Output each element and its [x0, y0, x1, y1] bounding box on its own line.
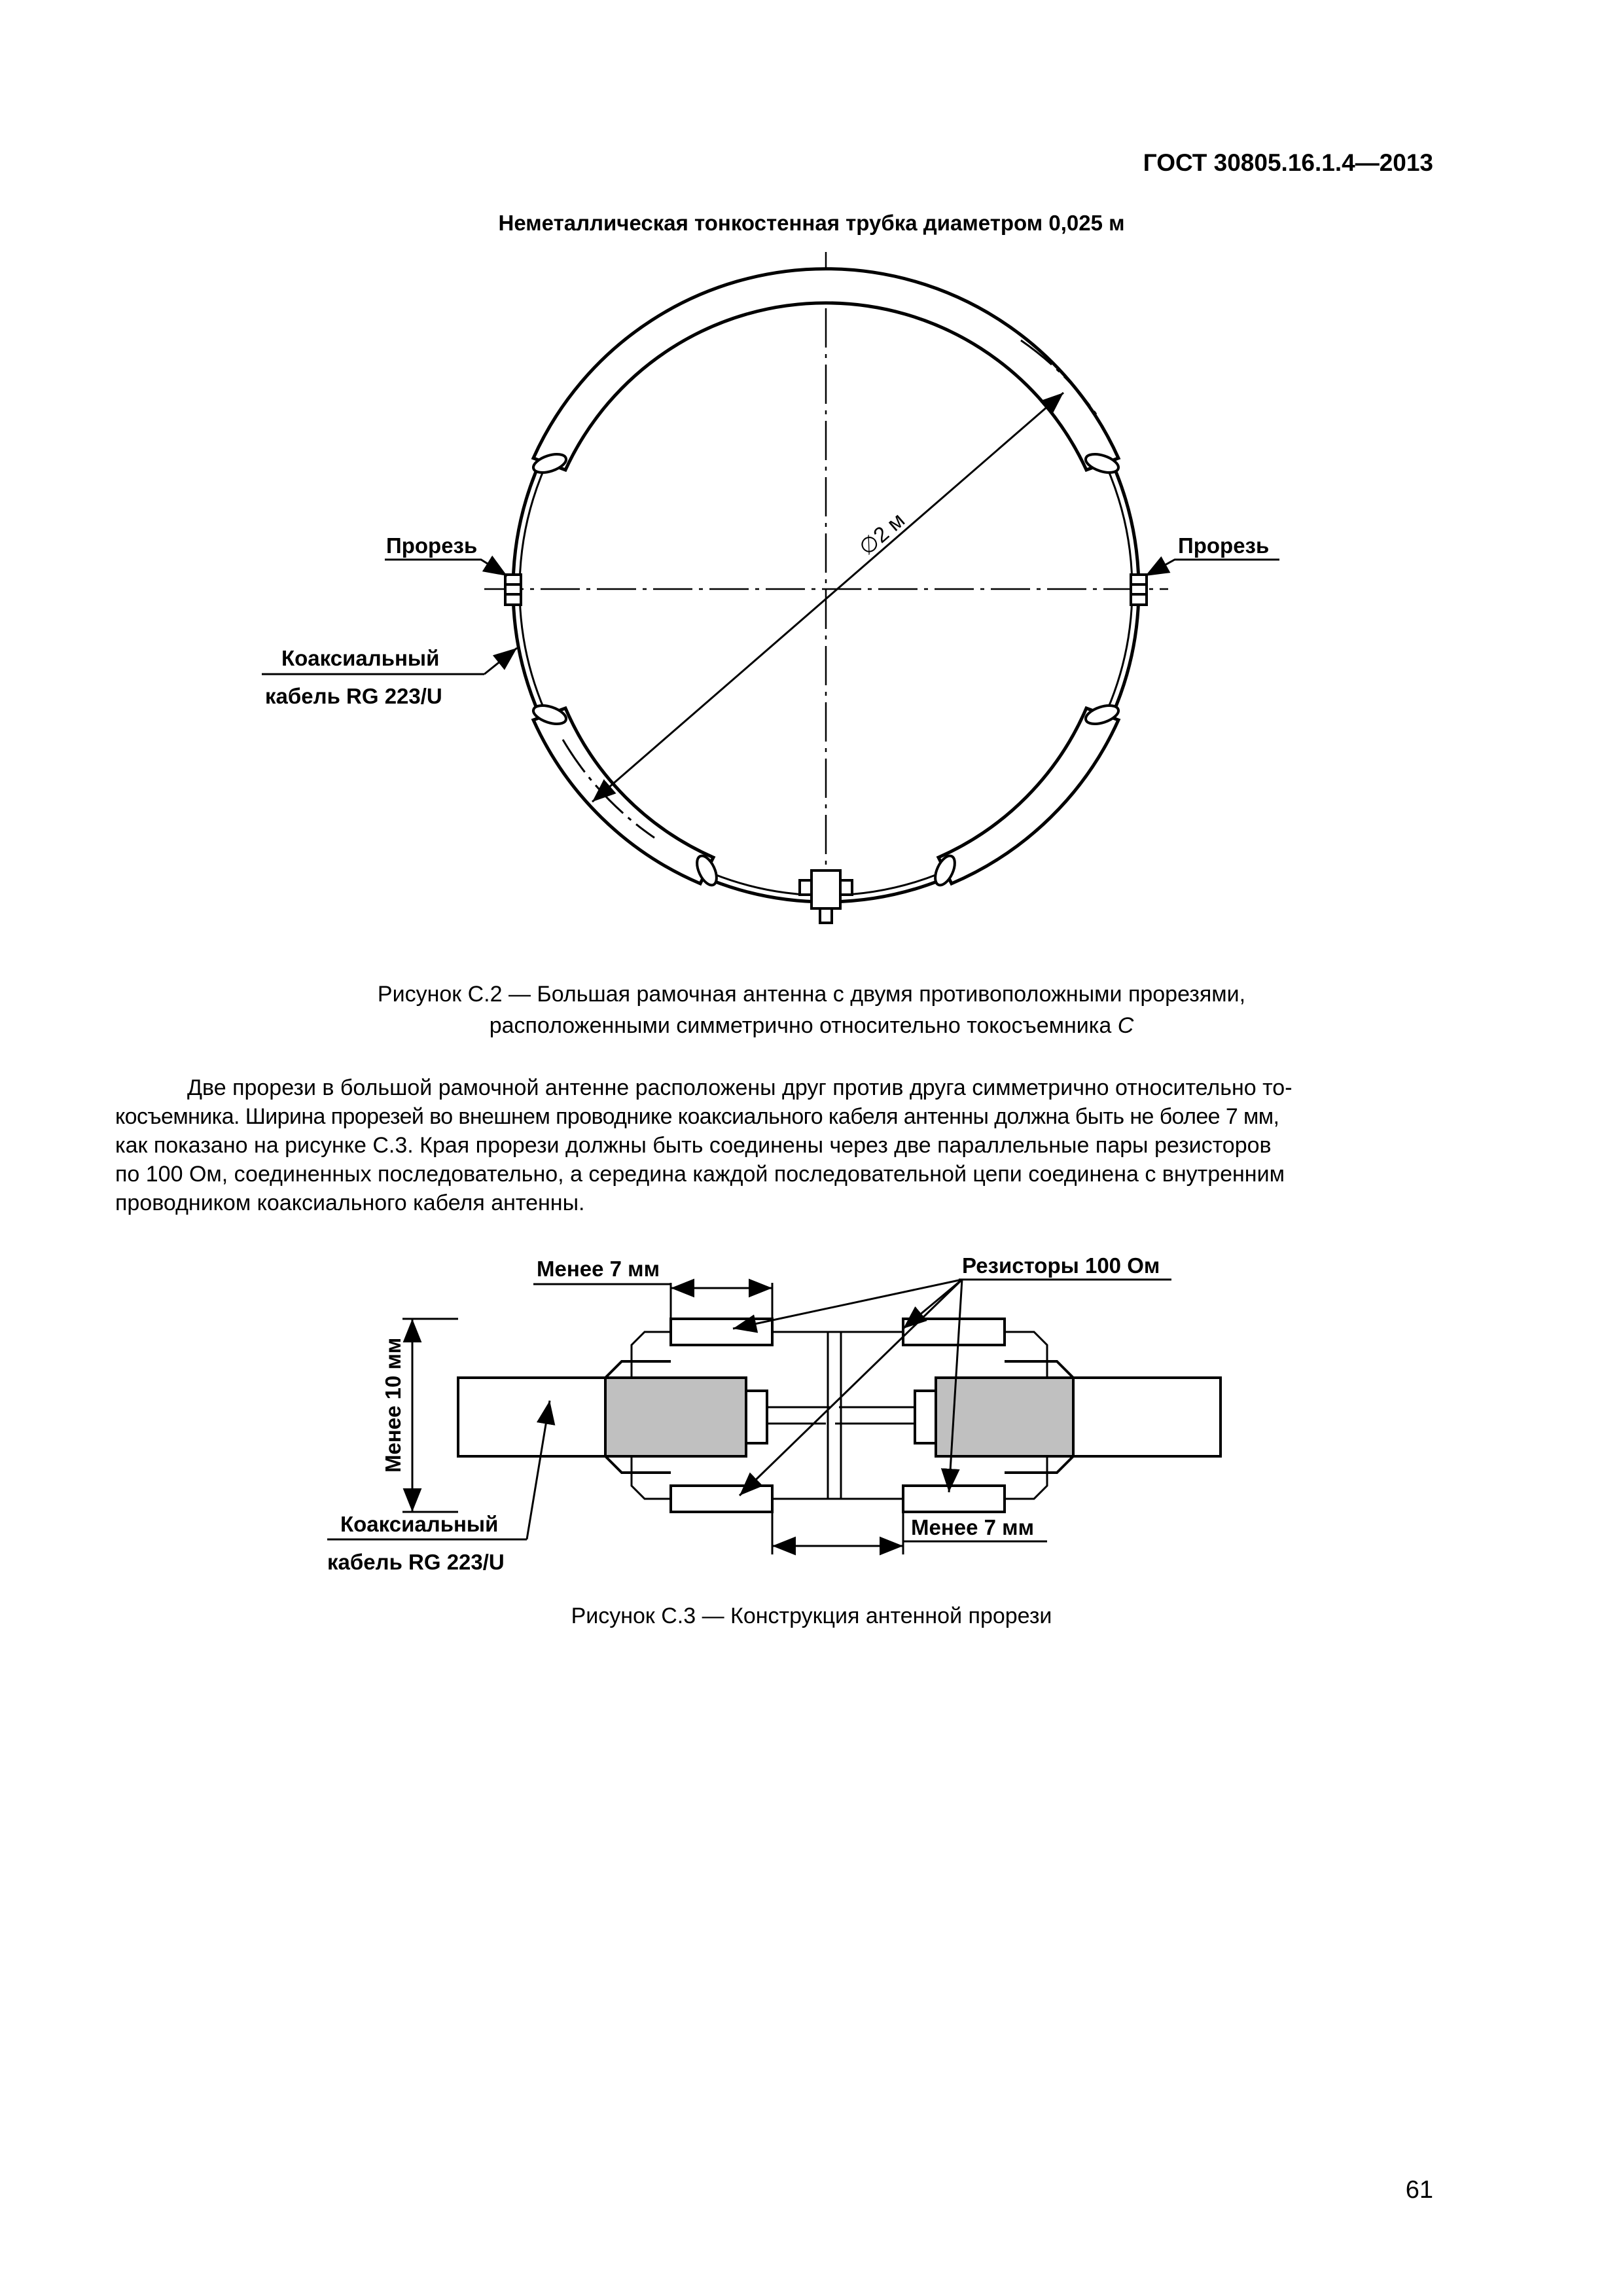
feed-connector — [800, 870, 852, 923]
lower-left-tube-segment — [533, 708, 713, 884]
slot-label-left: Прорезь — [386, 533, 478, 558]
slot-right — [1131, 575, 1147, 605]
resistor-bottom-left — [671, 1486, 772, 1512]
caption-italic-c: С — [1117, 1013, 1134, 1038]
paragraph-line: проводником коаксиального кабеля антенны. — [115, 1191, 585, 1215]
coax-label-line2: кабель RG 223/U — [265, 684, 442, 708]
diameter-dimension-line — [592, 393, 1063, 802]
dielectric-left — [605, 1378, 746, 1456]
label-less-10mm: Менее 10 мм — [381, 1337, 405, 1473]
figure-c3-caption: Рисунок С.3 — Конструкция антенной прорези — [571, 1604, 1052, 1628]
paragraph-line: косъемника. Ширина прорезей во внешнем проводнике коаксиального кабеля антенны должна быть не более 7 мм, — [115, 1104, 1279, 1129]
page-number: 61 — [1405, 2176, 1433, 2204]
coax-label-c3-line1: Коаксиальный — [340, 1512, 499, 1536]
label-less-7mm-bottom: Менее 7 мм — [911, 1515, 1034, 1539]
resistor-bottom-right — [903, 1486, 1005, 1512]
paragraph-line: как показано на рисунке С.3. Края прорези должны быть соединены через две параллельные пары резисторов — [115, 1133, 1272, 1158]
cable-left — [458, 1378, 605, 1456]
figure-c2-loop-antenna — [0, 0, 1623, 982]
paragraph-line: по 100 Ом, соединенных последовательно, а середина каждой последовательной цепи соединена с внутренним — [115, 1162, 1285, 1187]
label-resistors: Резисторы 100 Ом — [962, 1253, 1160, 1278]
label-less-7mm-top: Менее 7 мм — [537, 1257, 660, 1281]
slot-label-right: Прорезь — [1178, 533, 1270, 558]
cable-right — [1073, 1378, 1221, 1456]
body-paragraph — [115, 1073, 1437, 1217]
dielectric-right — [936, 1378, 1073, 1456]
lower-right-tube-segment — [938, 708, 1118, 884]
tube-label: Неметаллическая тонкостенная трубка диаметром 0,025 м — [498, 211, 1125, 235]
document-header: ГОСТ 30805.16.1.4—2013 — [1143, 149, 1433, 176]
paragraph-line: Две прорези в большой рамочной антенне расположены друг против друга симметрично относительно то- — [187, 1075, 1293, 1100]
figure-c2-caption-line1: Рисунок С.2 — Большая рамочная антенна с двумя противоположными прорезями, — [377, 982, 1246, 1007]
figure-c3-slot-construction — [0, 1230, 1623, 1597]
slot-left — [505, 575, 521, 605]
diameter-label: ∅2 м — [854, 507, 910, 560]
coax-label-c3-line2: кабель RG 223/U — [327, 1550, 505, 1574]
figure-c2-caption-line2: расположенными симметрично относительно токосъемника С — [489, 1013, 1134, 1038]
coax-label-line1: Коаксиальный — [281, 646, 440, 670]
